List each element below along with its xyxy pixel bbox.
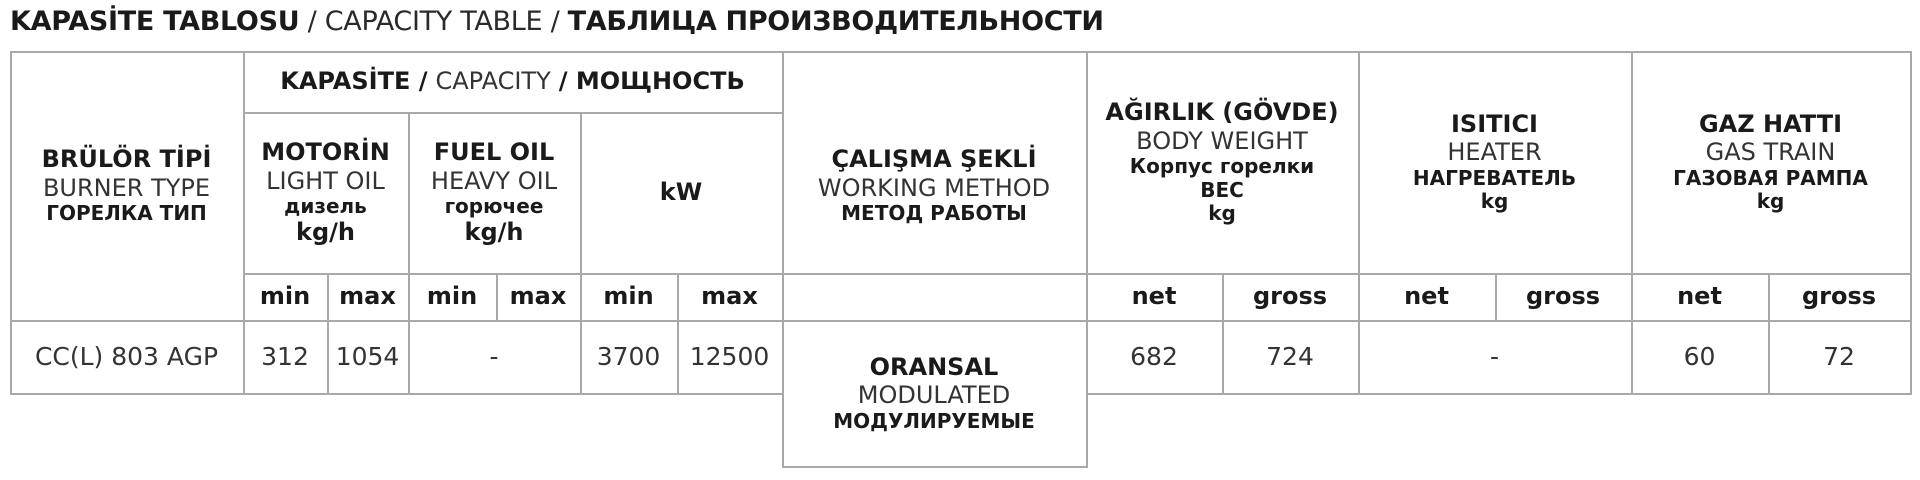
page-title [10, 6, 1104, 37]
subheader-heavy-oil-min: min [426, 282, 478, 311]
heater-unit: kg [1480, 189, 1509, 214]
header-heater [1358, 51, 1631, 273]
working-method-value-en: MODULATED [857, 381, 1011, 410]
working-method-en: WORKING METHOD [817, 173, 1051, 202]
capacity-ru: / МОЩНОСТЬ [558, 67, 745, 96]
heater-en: HEATER [1447, 138, 1542, 167]
header-kw [580, 112, 782, 273]
body-weight-en: BODY WEIGHT [1136, 126, 1308, 155]
subheader-kw-max: max [701, 282, 758, 311]
header-light-oil [243, 112, 408, 273]
heavy-oil-unit: kg/h [464, 218, 524, 247]
header-working-method [782, 51, 1086, 320]
gas-train-unit: kg [1756, 189, 1785, 214]
cell-gas-train-net: 60 [1683, 341, 1716, 371]
light-oil-ru: дизель [284, 193, 367, 218]
title-ru: ТАБЛИЦА ПРОИЗВОДИТЕЛЬНОСТИ [567, 6, 1104, 37]
light-oil-en: LIGHT OIL [266, 166, 385, 195]
header-heavy-oil [408, 112, 580, 273]
burner-type-en: BURNER TYPE [42, 173, 211, 202]
subheader-gas-train-net: net [1677, 282, 1722, 311]
capacity-tr: KAPASİTE / [280, 67, 428, 96]
cell-kw-min: 3700 [596, 341, 661, 371]
cell-burner-type: CC(L) 803 AGP [34, 341, 219, 371]
header-burner-type [10, 51, 243, 320]
title-sep: / [542, 6, 568, 37]
title-tr: KAPASİTE TABLOSU [10, 6, 300, 37]
body-weight-tr: AĞIRLIK (GÖVDE) [1105, 98, 1339, 127]
subheader-gas-train-gross: gross [1801, 282, 1877, 311]
subheader-heater-gross: gross [1525, 282, 1601, 311]
kw-label: kW [659, 178, 703, 207]
cell-body-weight-net: 682 [1130, 341, 1178, 371]
subheader-light-oil-min: min [259, 282, 311, 311]
subheader-kw-min: min [603, 282, 654, 311]
subheader-light-oil-max: max [339, 282, 396, 311]
cell-heater: - [1489, 341, 1500, 371]
body-weight-ru1: Корпус горелки [1129, 153, 1315, 178]
working-method-value-ru: МОДУЛИРУЕМЫЕ [833, 408, 1035, 433]
subheader-heavy-oil-max: max [509, 282, 567, 311]
header-capacity [243, 51, 782, 112]
burner-type-tr: BRÜLÖR TİPİ [41, 145, 212, 174]
light-oil-unit: kg/h [296, 218, 355, 247]
heavy-oil-ru: горючее [444, 193, 544, 218]
gas-train-en: GAS TRAIN [1705, 138, 1836, 167]
subheader-heater-net: net [1404, 282, 1449, 311]
cell-kw-max: 12500 [689, 341, 770, 371]
heater-tr: ISITICI [1451, 110, 1538, 139]
gas-train-tr: GAZ HATTI [1698, 110, 1843, 139]
heater-ru: НАГРЕВАТЕЛЬ [1412, 165, 1577, 190]
cell-light-oil-max: 1054 [335, 341, 400, 371]
burner-type-ru: ГОРЕЛКА ТИП [46, 201, 207, 226]
cell-heavy-oil: - [489, 341, 499, 371]
working-method-tr: ÇALIŞMA ŞEKLİ [831, 145, 1037, 174]
light-oil-tr: MOTORİN [261, 138, 390, 167]
gas-train-ru: ГАЗОВАЯ РАМПА [1673, 165, 1868, 190]
cell-light-oil-min: 312 [261, 341, 309, 371]
cell-working-method [782, 320, 1086, 466]
subheader-body-weight-net: net [1131, 282, 1177, 311]
header-body-weight [1086, 51, 1358, 273]
subheader-body-weight-gross: gross [1252, 282, 1328, 311]
body-weight-ru2: ВЕС [1200, 177, 1244, 202]
heavy-oil-tr: FUEL OIL [433, 138, 555, 167]
cell-gas-train-gross: 72 [1823, 341, 1855, 371]
header-gas-train [1631, 51, 1910, 273]
title-en: CAPACITY TABLE [324, 6, 543, 37]
working-method-ru: МЕТОД РАБОТЫ [841, 201, 1027, 226]
cell-body-weight-gross: 724 [1266, 341, 1314, 371]
working-method-value-tr: ORANSAL [869, 352, 999, 381]
title-sep: / [299, 6, 325, 37]
body-weight-unit: kg [1208, 201, 1236, 226]
capacity-en: CAPACITY [435, 67, 551, 96]
heavy-oil-en: HEAVY OIL [430, 166, 558, 195]
